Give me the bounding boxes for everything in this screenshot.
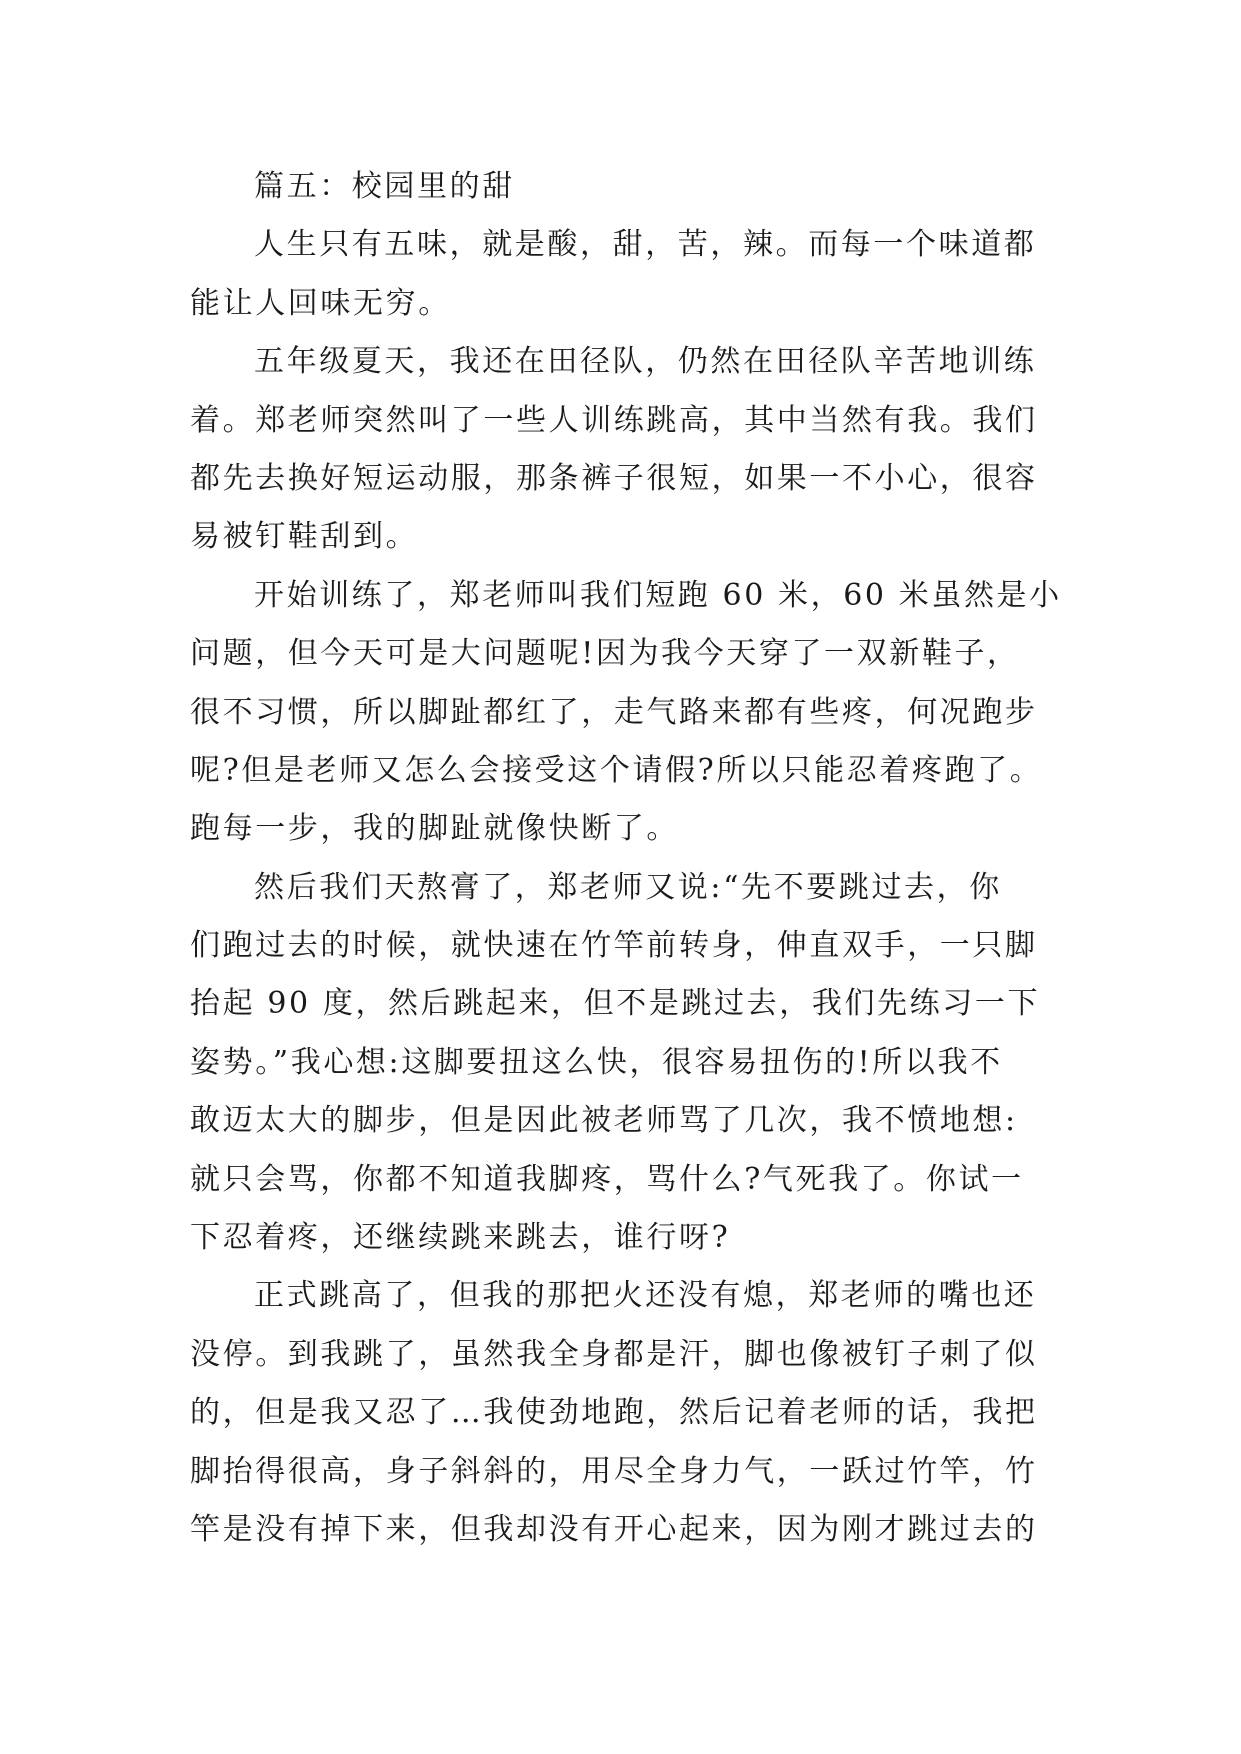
text-line: 们跑过去的时候，就快速在竹竿前转身，伸直双手，一只脚 (190, 928, 1038, 964)
text-line: 呢?但是老师又怎么会接受这个请假?所以只能忍着疼跑了。 (190, 752, 1043, 788)
essay-title: 篇五：校园里的甜 (254, 169, 515, 204)
text-line: 都先去换好短运动服，那条裤子很短，如果一不小心，很容 (190, 460, 1038, 496)
text-line: 跑每一步，我的脚趾就像快断了。 (190, 811, 679, 847)
text-line: 能让人回味无穷。 (190, 285, 451, 321)
text-line: 的，但是我又忍了…我使劲地跑，然后记着老师的话，我把 (190, 1395, 1038, 1431)
text-line: 人生只有五味，就是酸，甜，苦，辣。而每一个味道都 (254, 227, 1037, 263)
text-line: 下忍着疼，还继续跳来跳去，谁行呀? (190, 1220, 731, 1256)
essay-body (190, 158, 1062, 1559)
text-line: 脚抬得很高，身子斜斜的，用尽全身力气，一跃过竹竿，竹 (190, 1453, 1038, 1489)
text-line: 竿是没有掉下来，但我却没有开心起来，因为刚才跳过去的 (190, 1511, 1038, 1547)
text-line: 五年级夏天，我还在田径队，仍然在田径队辛苦地训练 (254, 344, 1037, 380)
text-line: 易被钉鞋刮到。 (190, 519, 419, 555)
text-line: 问题，但今天可是大问题呢!因为我今天穿了一双新鞋子， (190, 636, 1020, 672)
text-line: 着。郑老师突然叫了一些人训练跳高，其中当然有我。我们 (190, 402, 1038, 438)
text-line: 就只会骂，你都不知道我脚疼，骂什么?气死我了。你试一 (190, 1161, 1024, 1197)
text-line: 很不习惯，所以脚趾都红了，走气路来都有些疼，何况跑步 (190, 694, 1038, 730)
text-line: 没停。到我跳了，虽然我全身都是汗，脚也像被钉子刺了似 (190, 1336, 1038, 1372)
text-line: 敢迈太大的脚步，但是因此被老师骂了几次，我不愤地想: (190, 1103, 1018, 1139)
text-line: 姿势。”我心想:这脚要扭这么快，很容易扭伤的!所以我不 (190, 1044, 1003, 1080)
text-line: 正式跳高了，但我的那把火还没有熄，郑老师的嘴也还 (254, 1278, 1037, 1314)
text-line: 然后我们天熬膏了，郑老师又说:“先不要跳过去，你 (254, 869, 1002, 905)
text-line: 开始训练了，郑老师叫我们短跑 60 米，60 米虽然是小 (254, 577, 1062, 613)
text-line: 抬起 90 度，然后跳起来，但不是跳过去，我们先练习一下 (190, 986, 1041, 1022)
